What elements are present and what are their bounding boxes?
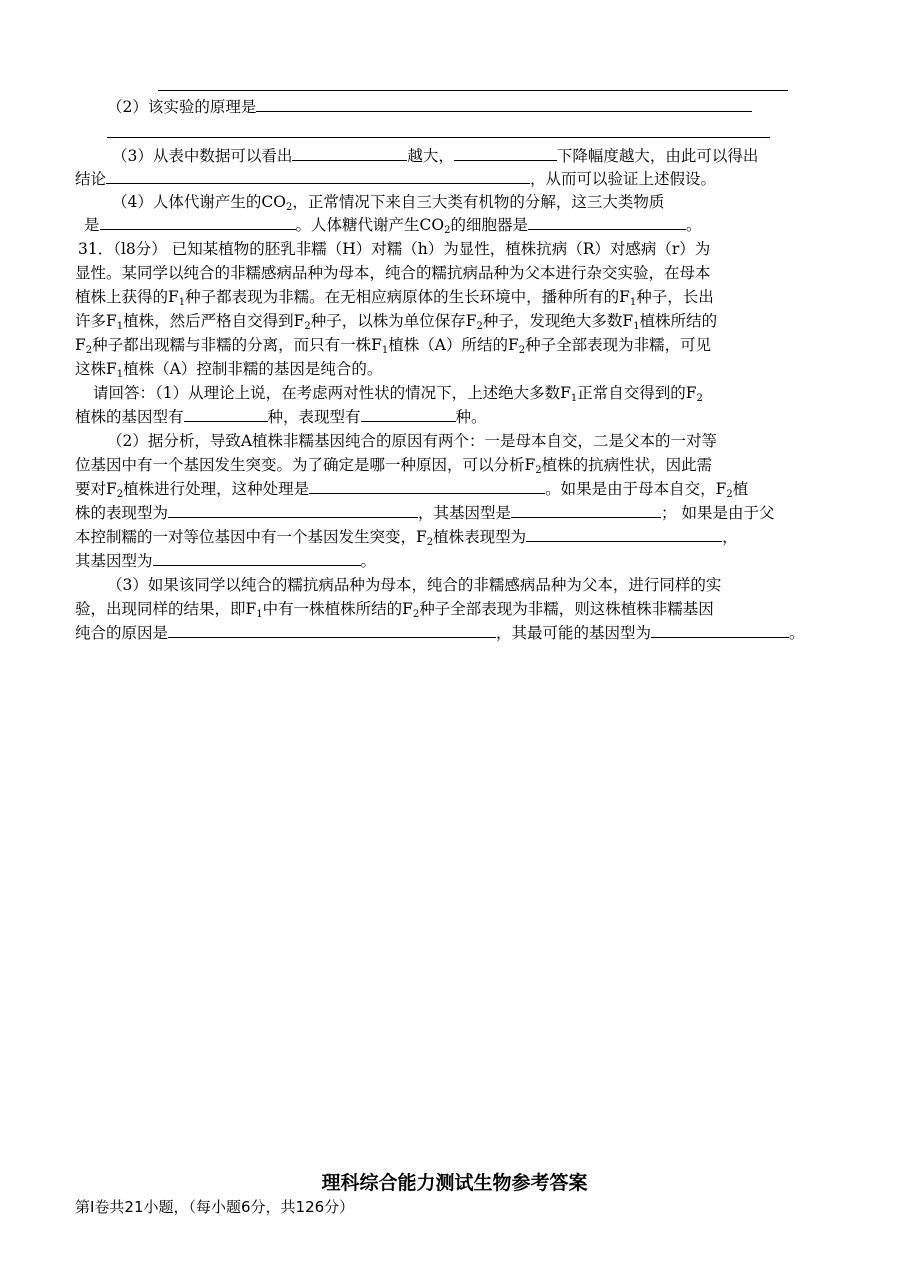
q30-part3: （3）从表中数据可以看出 越大， 下降幅度越大，由此可以得出 (112, 147, 759, 165)
q31-line: 位基因中有一个基因发生突变。为了确定是哪一种原因，可以分析$F_2$植株的抗病性状，因此需 (75, 456, 713, 476)
q31-line: 许多$F_1$植株，然后严格自交得到$F_2$种子，以株为单位保存$F_2$种子，发现绝大多数$F_1$植株所结的 (75, 312, 718, 332)
answer-title: 理科综合能力测试生物参考答案 (321, 1172, 588, 1194)
q31-line: 显性。某同学以纯合的非糯感病品种为母本，纯合的糯抗病品种为父本进行杂交实验，在母本 (75, 264, 711, 282)
q31-line: 其基因型为 。 (75, 552, 377, 570)
q31-line: 31．（l8分） 已知某植物的胚乳非糯（H）对糯（h）为显性，植株抗病（R）对感病（r）为 (78, 240, 711, 258)
answer-blank (526, 526, 722, 542)
answer-blank (106, 168, 530, 184)
q31-line: 这株$F_1$植株（A）控制非糯的基因是纯合的。 (75, 360, 383, 380)
q31-line: 本控制糯的一对等位基因中有一个基因发生突变，$F_2$植株表现型为 ， (75, 528, 738, 548)
answer-blank (256, 96, 752, 112)
q31-line: $F_2$种子都出现糯与非糯的分离，而只有一株$F_1$植株（A）所结的$F_2$种子全部表现为非糯，可见 (75, 336, 712, 356)
q30-part2-cont (107, 122, 877, 144)
answer-blank (168, 622, 496, 638)
q30-part2: （2）该实验的原理是 (107, 96, 877, 118)
answer-blank (184, 406, 268, 422)
answer-blank (168, 502, 418, 518)
answer-blank (292, 145, 407, 161)
q30-part4: （4）人体代谢产生的$CO_2$，正常情况下来自三大类有机物的分解，这三大类物质 (112, 193, 665, 213)
q30-part3-cont: 结论 ，从而可以验证上述假设。 (75, 170, 717, 188)
q31-line: 植株上获得的$F_1$种子都表现为非糯。在无相应病原体的生长环境中，播种所有的$F_1$种子，长出 (75, 288, 714, 308)
q31-line: 纯合的原因是 ，其最可能的基因型为 。 (75, 624, 805, 642)
answer-blank (454, 145, 557, 161)
answer-blank (100, 214, 296, 230)
answer-blank (511, 502, 661, 518)
answer-blank (107, 122, 770, 138)
answer-section-note: 第Ⅰ卷共21小题，（每小题6分，共126分） (75, 1198, 355, 1216)
answer-blank (158, 90, 788, 91)
q31-line: 株的表现型为 ，其基因型是 ； 如果是由于父 (75, 504, 775, 522)
q31-line: （3）如果该同学以纯合的糯抗病品种为母本，纯合的非糯感病品种为父本，进行同样的实 (107, 576, 722, 594)
q31-line: （2）据分析，导致A植株非糯基因纯合的原因有两个：一是母本自交，二是父本的一对等 (107, 432, 718, 450)
answer-blank (528, 214, 686, 230)
q31-line: 请回答：（1）从理论上说，在考虑两对性状的情况下，上述绝大多数$F_1$正常自交得到的$F_2$ (93, 384, 703, 404)
q31-line: 植株的基因型有 种，表现型有 种。 (75, 408, 487, 426)
q30-part4-cont: 是 。人体糖代谢产生$CO_2$的细胞器是 。 (84, 216, 702, 236)
answer-blank (361, 406, 456, 422)
q31-line: 验，出现同样的结果，即$F_1$中有一株植株所结的$F_2$种子全部表现为非糯，则这株植株非糯基因 (75, 600, 714, 620)
answer-blank (153, 550, 361, 566)
answer-blank (309, 478, 545, 494)
answer-blank (651, 622, 789, 638)
q31-line: 要对$F_2$植株进行处理，这种处理是 。如果是由于母本自交，$F_2$植 (75, 480, 749, 500)
